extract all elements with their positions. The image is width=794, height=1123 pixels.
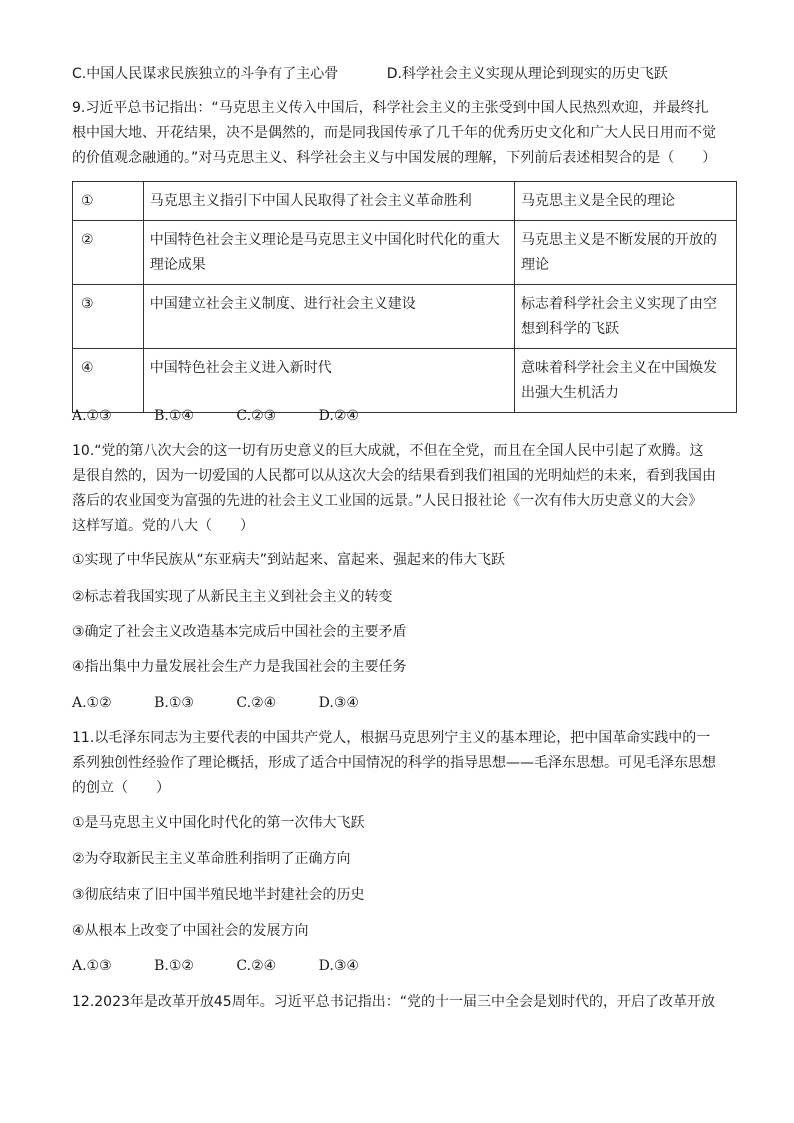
table-cell-left: 中国特色社会主义进入新时代	[143, 349, 514, 413]
table-cell-num: ③	[73, 285, 144, 349]
table-cell-num: ②	[73, 221, 144, 285]
option-a: A.①③	[72, 408, 112, 424]
question-10-item: ①实现了中华民族从“东亚病夫”到站起来、富起来、强起来的伟大飞跃	[72, 552, 506, 568]
question-10-stem-line: 10.“党的第八次大会的这一切有历史意义的巨大成就，不但在全党，而且在全国人民中引起了欢腾。这	[72, 443, 704, 459]
table-row	[73, 221, 737, 285]
question-10-item: ②标志着我国实现了从新民主主义到社会主义的转变	[72, 589, 393, 605]
question-10-item: ④指出集中力量发展社会生产力是我国社会的主要任务	[72, 659, 407, 675]
question-11-item: ③彻底结束了旧中国半殖民地半封建社会的历史	[72, 887, 365, 903]
option-b: B.①②	[154, 958, 194, 974]
question-10-stem-line: 落后的农业国变为富强的先进的社会主义工业国的远景。”人民日报社论《一次有伟大历史意义的大会》	[72, 493, 703, 509]
table-cell-num: ④	[73, 349, 144, 413]
question-9-stem-line: 9.习近平总书记指出：“马克思主义传入中国后，科学社会主义的主张受到中国人民热烈欢迎，并最终扎	[72, 100, 709, 116]
prev-question-options	[72, 64, 668, 84]
table-row	[73, 285, 737, 349]
question-10-item: ③确定了社会主义改造基本完成后中国社会的主要矛盾	[72, 624, 407, 640]
option-c: C.②③	[236, 408, 277, 424]
question-11-item: ④从根本上改变了中国社会的发展方向	[72, 923, 309, 939]
question-9-stem-line: 根中国大地、开花结果，决不是偶然的，而是同我国传承了几千年的优秀历史文化和广大人民日用而不觉	[72, 125, 716, 141]
table-cell-left: 中国建立社会主义制度、进行社会主义建设	[143, 285, 514, 349]
question-11-options	[72, 956, 359, 976]
question-11-item: ①是马克思主义中国化时代化的第一次伟大飞跃	[72, 815, 365, 831]
question-11-stem-line: 系列独创性经验作了理论概括，形成了适合中国情况的科学的指导思想——毛泽东思想。可见毛泽东思想	[72, 755, 716, 771]
question-9-table	[72, 181, 737, 413]
question-10-stem-line: 是很自然的，因为一切爱国的人民都可以从这次大会的结果看到我们祖国的光明灿烂的未来，看到我国由	[72, 468, 716, 484]
question-11-stem-line: 的创立（ ）	[72, 780, 170, 796]
option-c: C.②④	[236, 695, 277, 711]
option-a: A.①③	[72, 958, 112, 974]
table-cell-right: 马克思主义是不断发展的开放的理论	[515, 221, 737, 285]
table-cell-left: 中国特色社会主义理论是马克思主义中国化时代化的重大理论成果	[143, 221, 514, 285]
option-b: B.①③	[154, 695, 194, 711]
table-cell-right: 意味着科学社会主义在中国焕发出强大生机活力	[515, 349, 737, 413]
table-cell-left: 马克思主义指引下中国人民取得了社会主义革命胜利	[143, 182, 514, 221]
question-11-item: ②为夺取新民主主义革命胜利指明了正确方向	[72, 851, 351, 867]
question-9-stem-line: 的价值观念融通的。”对马克思主义、科学社会主义与中国发展的理解，下列前后表述相契合的是（ ）	[72, 150, 717, 166]
question-9-options	[72, 406, 359, 426]
option-d: D.科学社会主义实现从理论到现实的历史飞跃	[386, 66, 668, 82]
table-cell-right: 马克思主义是全民的理论	[515, 182, 737, 221]
option-d: D.③④	[318, 695, 359, 711]
question-10-stem-line: 这样写道。党的八大（ ）	[72, 518, 254, 534]
question-10-options	[72, 693, 359, 713]
table-cell-right: 标志着科学社会主义实现了由空想到科学的飞跃	[515, 285, 737, 349]
option-d: D.②④	[318, 408, 359, 424]
table-row	[73, 349, 737, 413]
table-row	[73, 182, 737, 221]
option-b: B.①④	[154, 408, 194, 424]
table-cell-num: ①	[73, 182, 144, 221]
option-c: C.②④	[236, 958, 277, 974]
option-a: A.①②	[72, 695, 112, 711]
option-d: D.③④	[318, 958, 359, 974]
question-12-stem-line: 12.2023年是改革开放45周年。习近平总书记指出：“党的十一届三中全会是划时代的，开启了改革开放	[72, 994, 715, 1010]
question-11-stem-line: 11.以毛泽东同志为主要代表的中国共产党人，根据马克思列宁主义的基本理论，把中国革命实践中的一	[72, 730, 711, 746]
option-c: C.中国人民谋求民族独立的斗争有了主心骨	[72, 66, 339, 82]
